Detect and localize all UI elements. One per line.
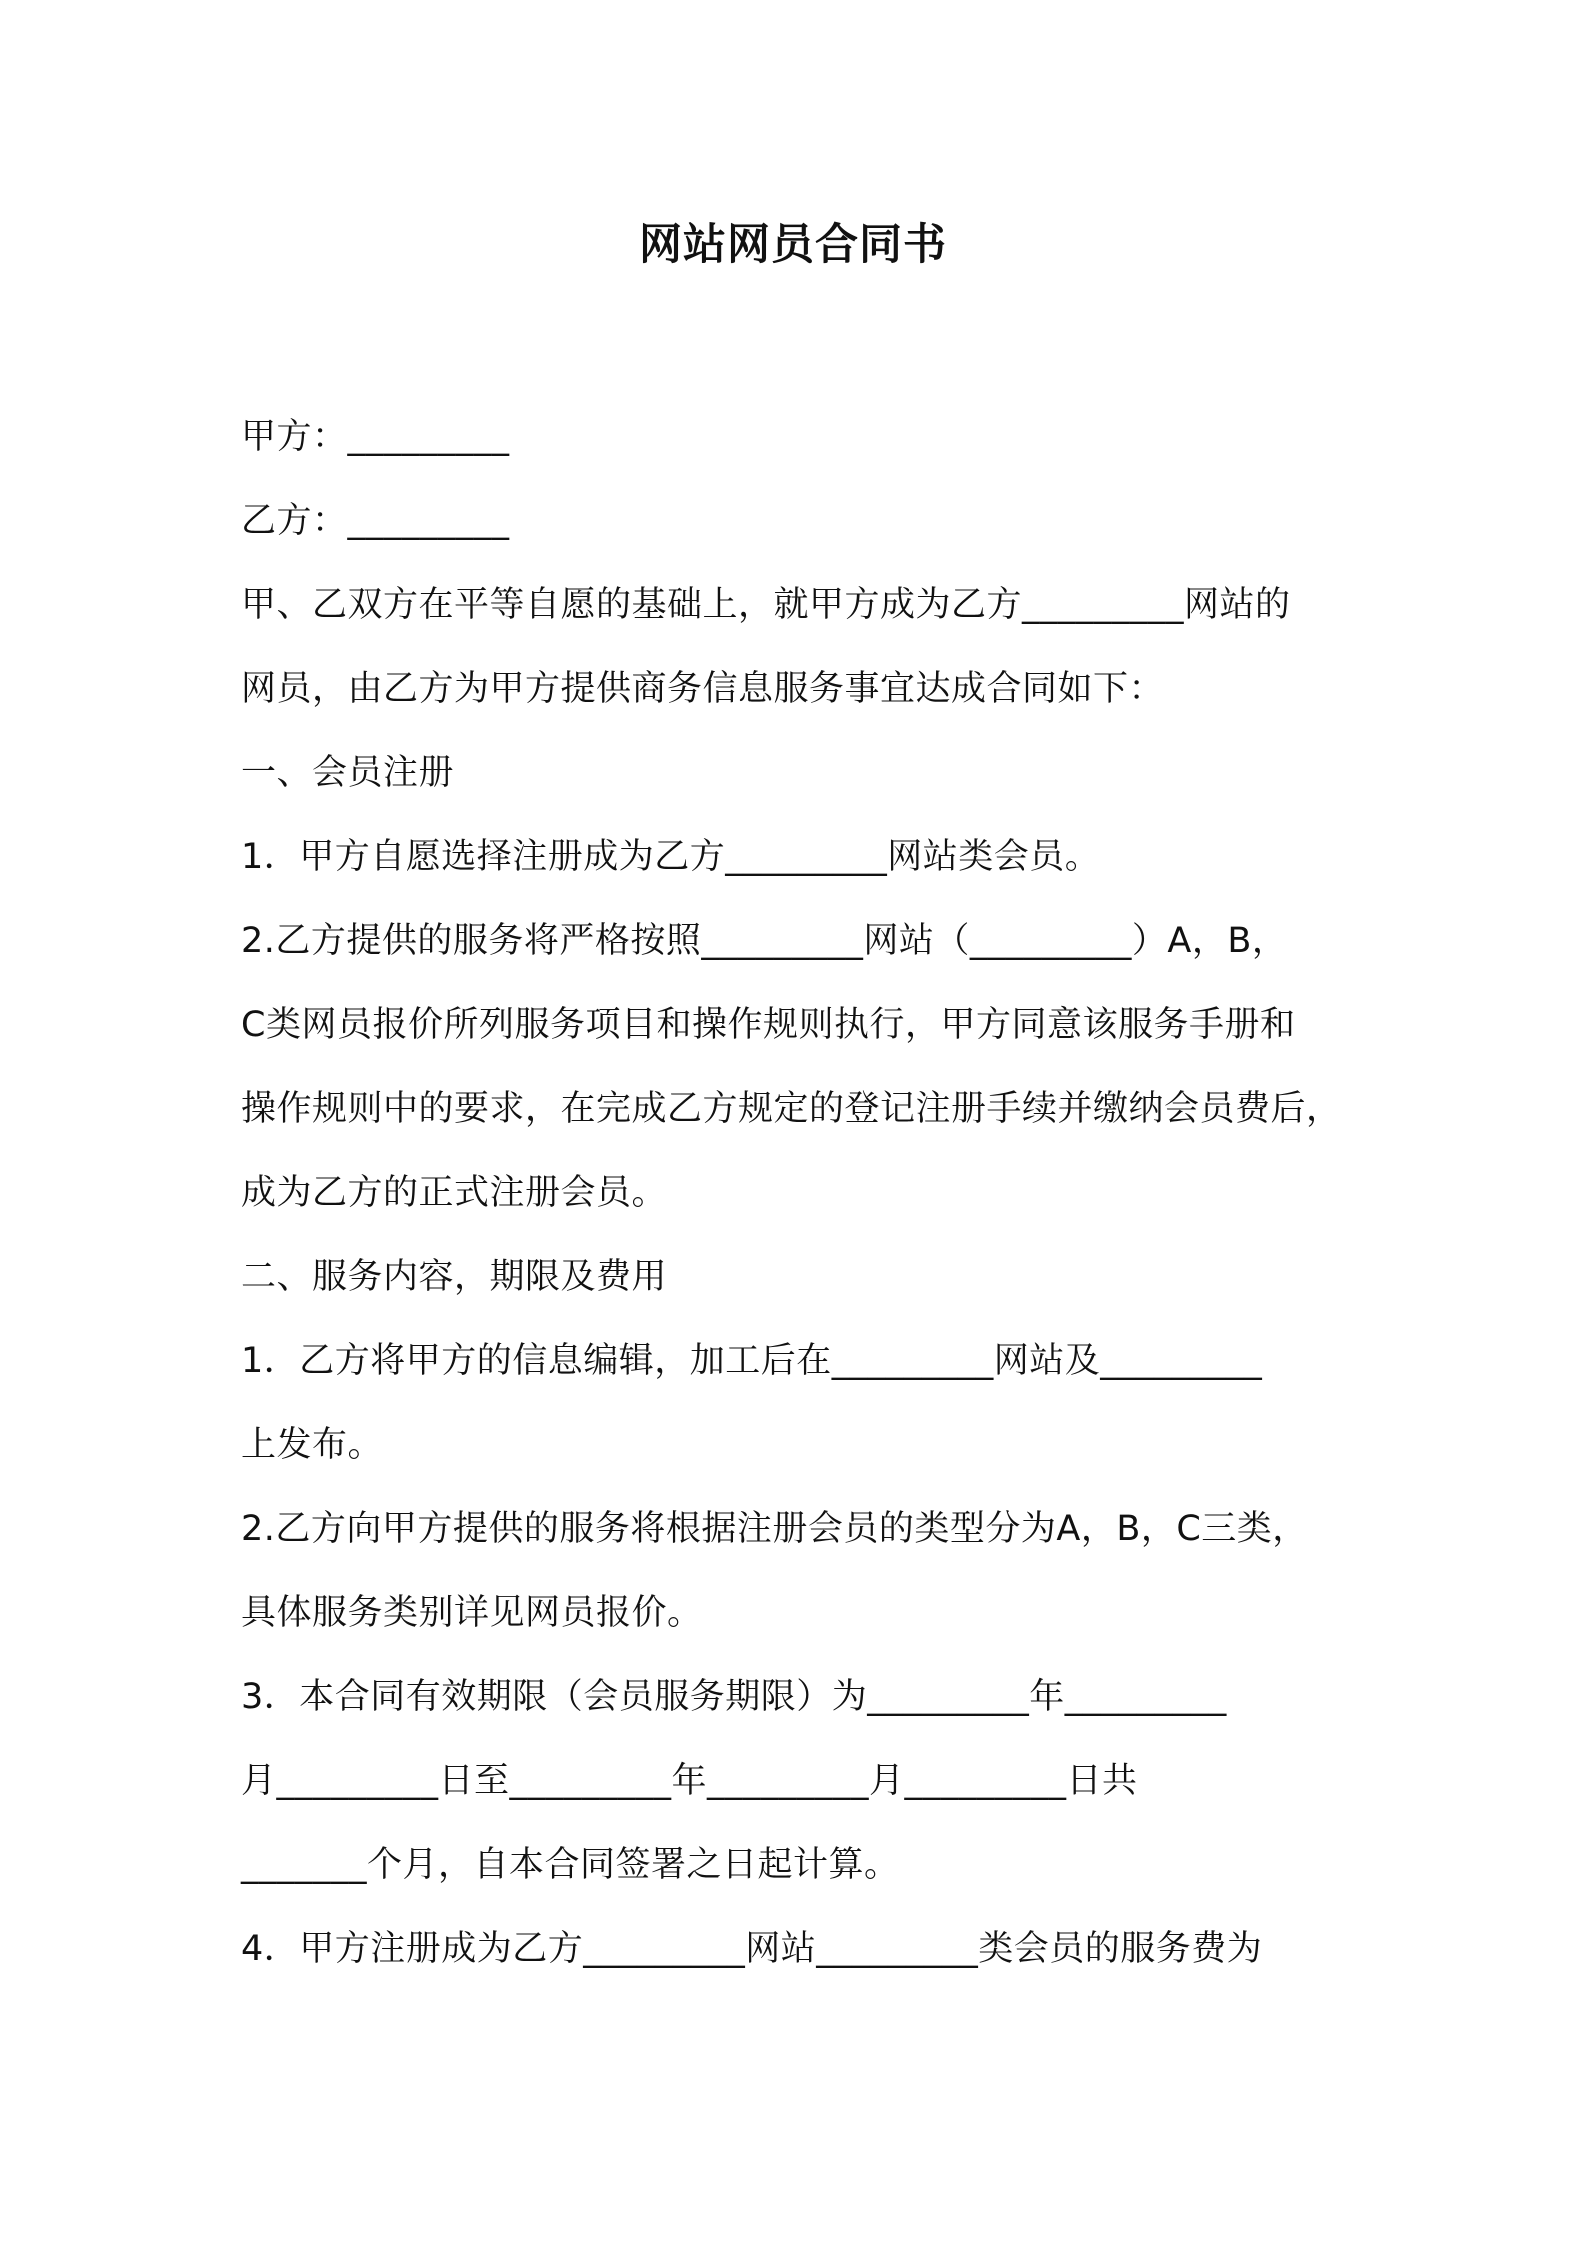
clause-1-2-line-4: 成为乙方的正式注册会员。: [241, 1173, 668, 1213]
section-heading-1: 一、会员注册: [241, 753, 455, 793]
preamble-line-1: 甲、乙双方在平等自愿的基础上，就甲方成为乙方_________网站的: [241, 585, 1291, 625]
party-a-line: 甲方：_________: [241, 417, 510, 457]
clause-2-3-line-2: 月_________日至_________年_________月_________日共: [241, 1761, 1138, 1801]
clause-1-1: 1．甲方自愿选择注册成为乙方_________网站类会员。: [241, 837, 1101, 877]
clause-2-1-line-1: 1．乙方将甲方的信息编辑，加工后在_________网站及_________: [241, 1341, 1263, 1381]
clause-2-4-line-1: 4．甲方注册成为乙方_________网站_________类会员的服务费为: [241, 1929, 1263, 1969]
clause-1-2-line-3: 操作规则中的要求，在完成乙方规定的登记注册手续并缴纳会员费后，: [241, 1089, 1342, 1129]
clause-2-3-line-3: _______个月，自本合同签署之日起计算。: [241, 1845, 900, 1885]
clause-2-1-line-2: 上发布。: [241, 1425, 384, 1465]
document-title: 网站网员合同书: [639, 220, 947, 270]
clause-1-2-line-1: 2.乙方提供的服务将严格按照_________网站（_________）A，B，: [241, 921, 1288, 961]
preamble-line-2: 网员，由乙方为甲方提供商务信息服务事宜达成合同如下：: [241, 669, 1165, 709]
section-heading-2: 二、服务内容，期限及费用: [241, 1257, 668, 1297]
clause-2-2-line-2: 具体服务类别详见网员报价。: [241, 1593, 703, 1633]
clause-2-3-line-1: 3．本合同有效期限（会员服务期限）为_________年_________: [241, 1677, 1227, 1717]
clause-1-2-line-2: C类网员报价所列服务项目和操作规则执行，甲方同意该服务手册和: [241, 1005, 1296, 1045]
party-b-line: 乙方：_________: [241, 501, 510, 541]
clause-2-2-line-1: 2.乙方向甲方提供的服务将根据注册会员的类型分为A，B，C三类，: [241, 1509, 1308, 1549]
